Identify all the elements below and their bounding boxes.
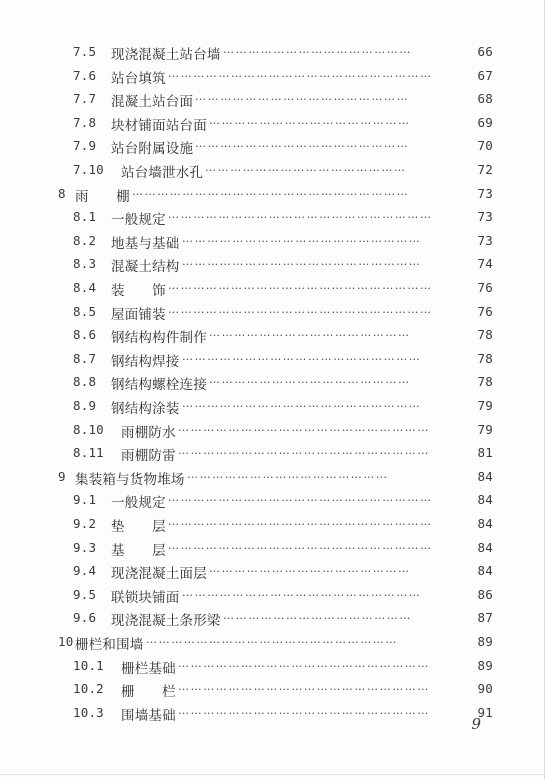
toc-entry-leader: ………………………………………………… bbox=[182, 255, 422, 269]
toc-entry-title: 联锁块铺面 bbox=[111, 589, 180, 606]
toc-entry-leader: ……………………………………………………… bbox=[168, 538, 433, 552]
toc-entry-page: 89 bbox=[477, 634, 493, 649]
toc-entry-number: 7.7 bbox=[73, 91, 97, 107]
toc-entry-page: 90 bbox=[477, 681, 493, 697]
toc-entry-title: 站台附属设施 bbox=[111, 141, 194, 158]
toc-entry-leader: ……………………………………………………… bbox=[168, 279, 433, 292]
toc-entry bbox=[0, 371, 545, 395]
toc-entry-number: 10.3 bbox=[73, 704, 104, 720]
toc-entry-number: 9.4 bbox=[73, 563, 97, 579]
toc-entry-number: 8.3 bbox=[73, 256, 97, 272]
toc-entry-leader: ………………………………………… bbox=[209, 113, 411, 127]
toc-entry-page: 84 bbox=[477, 492, 493, 508]
toc-entry bbox=[0, 560, 545, 584]
toc-entry-number: 8.1 bbox=[73, 209, 97, 225]
toc-entry-leader: ………………………………………………… bbox=[182, 585, 422, 599]
toc-entry-number: 7.5 bbox=[73, 44, 97, 59]
toc-entry-title: 混凝土结构 bbox=[111, 259, 180, 276]
page-number: 9 bbox=[471, 715, 481, 733]
toc-entry-page: 81 bbox=[477, 445, 493, 461]
toc-entry-title: 地基与基础 bbox=[111, 235, 180, 252]
bottom-rule bbox=[0, 774, 545, 775]
toc-entry-number: 8.2 bbox=[73, 232, 97, 248]
toc-entry-number: 10.2 bbox=[73, 681, 104, 697]
toc-entry-title: 雨 棚 bbox=[75, 188, 130, 205]
toc-entry bbox=[0, 678, 545, 702]
toc-entry bbox=[0, 277, 545, 301]
toc-entry-title: 基 层 bbox=[111, 542, 166, 559]
toc-entry bbox=[0, 466, 545, 490]
toc-entry-number: 8.6 bbox=[73, 327, 97, 343]
toc-entry-title: 钢结构构件制作 bbox=[111, 330, 207, 347]
toc-entry-page: 87 bbox=[477, 610, 493, 626]
toc-entry-leader: ………………………………………………………… bbox=[132, 184, 410, 198]
toc-entry-leader: …………………………………………………… bbox=[178, 444, 430, 458]
toc-entry-page: 66 bbox=[477, 44, 493, 59]
toc-entry bbox=[0, 324, 545, 348]
toc-entry bbox=[0, 513, 545, 537]
toc-entry bbox=[0, 112, 545, 136]
toc-entry-title: 钢结构焊接 bbox=[111, 353, 180, 370]
toc-entry-leader: ………………………………………… bbox=[209, 326, 411, 340]
toc-entry-title: 钢结构螺栓连接 bbox=[111, 377, 207, 394]
toc-entry-page: 78 bbox=[477, 327, 493, 343]
toc-entry-number: 7.10 bbox=[73, 162, 104, 177]
toc-entry bbox=[0, 607, 545, 631]
toc-entry-title: 混凝土站台面 bbox=[111, 94, 194, 111]
toc-entry-number: 10.1 bbox=[73, 657, 104, 673]
toc-entry-number: 9.1 bbox=[73, 492, 97, 508]
toc-entry-leader: …………………………………………………… bbox=[146, 633, 398, 646]
toc-entry-page: 68 bbox=[477, 91, 493, 107]
toc-entry-leader: ……………………………………………………… bbox=[168, 66, 433, 80]
toc-entry-number: 7.9 bbox=[73, 138, 97, 154]
toc-entry-number: 8.10 bbox=[73, 421, 104, 437]
toc-entry-leader: …………………………………………………… bbox=[178, 420, 430, 434]
toc-entry-leader: ……………………………………………………… bbox=[168, 208, 433, 222]
toc-entry-title: 现浇混凝土站台墙 bbox=[111, 47, 221, 63]
toc-entry-page: 70 bbox=[477, 138, 493, 154]
toc-entry-title: 现浇混凝土面层 bbox=[111, 566, 207, 583]
toc-entry-page: 84 bbox=[477, 516, 493, 531]
toc-entry-number: 8.9 bbox=[73, 398, 97, 413]
toc-entry-title: 集装箱与货物堆场 bbox=[75, 471, 185, 488]
toc-entry-page: 69 bbox=[477, 114, 493, 130]
toc-entry-page: 84 bbox=[477, 539, 493, 555]
toc-entry-title: 屋面铺装 bbox=[111, 306, 166, 323]
toc-entry-title: 一般规定 bbox=[111, 212, 166, 229]
toc-entry-title: 栅 栏 bbox=[121, 684, 176, 701]
toc-entry-number: 7.6 bbox=[73, 67, 97, 83]
toc-entry bbox=[0, 301, 545, 325]
toc-entry-leader: …………………………………………………… bbox=[178, 703, 430, 717]
toc-entry-title: 站台墙泄水孔 bbox=[121, 165, 204, 181]
toc-entry-leader: ……………………………………… bbox=[223, 43, 412, 56]
toc-entry-page: 76 bbox=[477, 280, 493, 295]
toc-entry-page: 79 bbox=[477, 398, 493, 413]
toc-entry-page: 76 bbox=[477, 303, 493, 319]
toc-entry bbox=[0, 395, 545, 419]
toc-entry-title: 栅栏和围墙 bbox=[75, 637, 144, 653]
toc-entry-title: 栅栏基础 bbox=[121, 660, 176, 677]
toc-entry-title: 块材铺面站台面 bbox=[111, 117, 207, 134]
toc-entry bbox=[0, 348, 545, 372]
toc-entry-title: 钢结构涂装 bbox=[111, 401, 180, 417]
toc-entry bbox=[0, 253, 545, 277]
toc-entry-page: 91 bbox=[477, 704, 493, 720]
toc-entry-title: 站台填筑 bbox=[111, 70, 166, 87]
toc-entry bbox=[0, 442, 545, 466]
toc-entry-page: 89 bbox=[477, 657, 493, 673]
toc-entry-title: 围墙基础 bbox=[121, 707, 176, 724]
toc-entry bbox=[0, 206, 545, 230]
toc-entry-number: 9.2 bbox=[73, 516, 97, 531]
toc-entry-title: 雨棚防雷 bbox=[121, 448, 176, 465]
toc-entry-leader: ………………………………………………… bbox=[182, 397, 422, 410]
toc-entry bbox=[0, 65, 545, 89]
toc-entry-leader: ………………………………………… bbox=[209, 562, 411, 576]
toc-entry-page: 84 bbox=[477, 468, 493, 484]
toc-entry-leader: …………………………………………… bbox=[195, 90, 410, 104]
toc-entry-number: 9.5 bbox=[73, 586, 97, 602]
toc-entry bbox=[0, 489, 545, 513]
toc-entry-leader: ………………………………………………… bbox=[182, 349, 422, 363]
toc-entry-title: 现浇混凝土条形梁 bbox=[111, 613, 221, 630]
toc-entry-leader: ………………………………………… bbox=[187, 467, 389, 481]
toc-entry-page: 73 bbox=[477, 185, 493, 201]
toc-entry-leader: ………………………………………… bbox=[205, 161, 407, 174]
toc-entry-leader: ……………………………………… bbox=[223, 609, 412, 623]
toc-entry-leader: ………………………………………… bbox=[209, 373, 411, 387]
toc-entry-page: 79 bbox=[477, 421, 493, 437]
toc-entry-number: 9.3 bbox=[73, 539, 97, 555]
toc-entry-number: 9.6 bbox=[73, 610, 97, 626]
toc-entry-leader: …………………………………………………… bbox=[178, 656, 430, 670]
toc-entry bbox=[0, 159, 545, 183]
toc-entry-leader: ……………………………………………………… bbox=[168, 302, 433, 316]
toc-entry bbox=[0, 419, 545, 443]
toc-entry-page: 86 bbox=[477, 586, 493, 602]
toc-entry-number: 8.5 bbox=[73, 303, 97, 319]
toc-entry bbox=[0, 702, 545, 726]
toc-entry bbox=[0, 135, 545, 159]
toc-entry-page: 73 bbox=[477, 232, 493, 248]
toc-entry-page: 67 bbox=[477, 67, 493, 83]
toc-entry bbox=[0, 230, 545, 254]
toc-entry bbox=[0, 183, 545, 207]
toc-entry-number: 8.11 bbox=[73, 445, 104, 461]
toc-entry-page: 74 bbox=[477, 256, 493, 272]
toc-entry bbox=[0, 584, 545, 608]
toc-entry-number: 10 bbox=[58, 634, 74, 649]
toc-entry-page: 78 bbox=[477, 374, 493, 390]
toc-entry-page: 72 bbox=[477, 162, 493, 177]
toc-entry bbox=[0, 537, 545, 561]
toc-entry bbox=[0, 631, 545, 655]
toc-entry bbox=[0, 88, 545, 112]
toc-entry-number: 8.7 bbox=[73, 350, 97, 366]
toc-entry bbox=[0, 41, 545, 65]
toc-entry-leader: ………………………………………………… bbox=[182, 231, 422, 245]
toc-entry-number: 7.8 bbox=[73, 114, 97, 130]
toc-entry-page: 84 bbox=[477, 563, 493, 579]
toc-entry-number: 9 bbox=[58, 468, 66, 484]
toc-entry-number: 8.8 bbox=[73, 374, 97, 390]
toc-entry-number: 8.4 bbox=[73, 280, 97, 295]
toc-entry-title: 一般规定 bbox=[111, 495, 166, 512]
toc-entry-number: 8 bbox=[58, 185, 66, 201]
toc-entry-page: 78 bbox=[477, 350, 493, 366]
toc-entry-leader: …………………………………………… bbox=[195, 137, 410, 151]
toc-entry-title: 雨棚防水 bbox=[121, 424, 176, 441]
toc-entry-leader: …………………………………………………… bbox=[178, 680, 430, 694]
toc-entry-leader: ……………………………………………………… bbox=[168, 491, 433, 505]
toc-entry bbox=[0, 655, 545, 679]
toc-entry-title: 垫 层 bbox=[111, 519, 166, 535]
toc-entry-title: 装 饰 bbox=[111, 283, 166, 299]
toc-entry-leader: ……………………………………………………… bbox=[168, 515, 433, 528]
toc-entry-page: 73 bbox=[477, 209, 493, 225]
